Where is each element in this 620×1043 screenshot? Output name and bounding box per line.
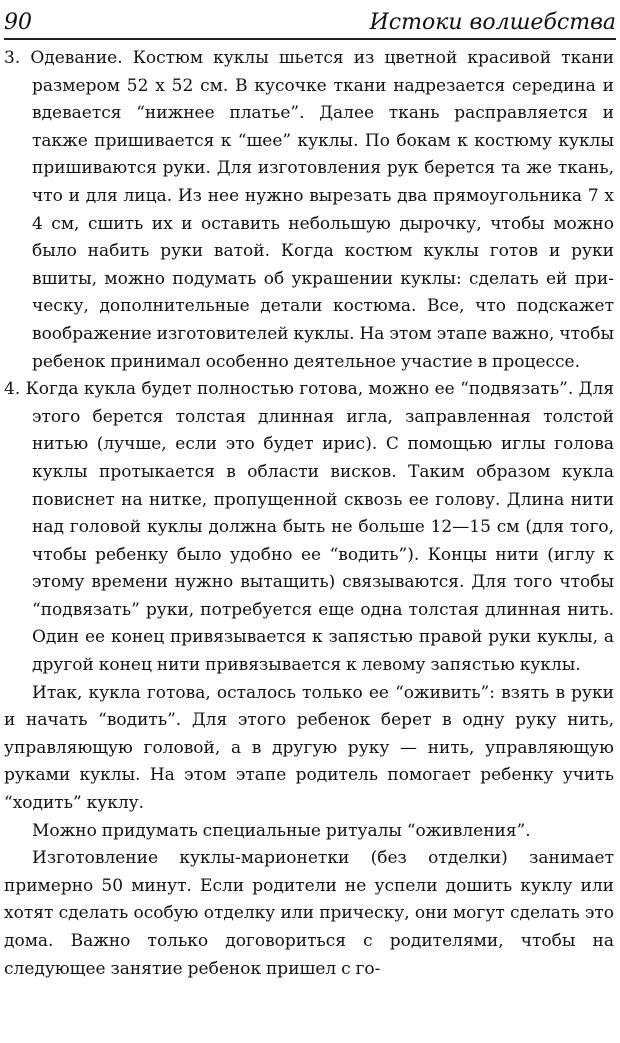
- page-number: 90: [4, 10, 32, 35]
- running-header: [4, 0, 616, 34]
- paragraph-rituals: Можно придумать специальные ритуалы “оживления”.: [32, 820, 531, 841]
- header-rule: [4, 38, 616, 40]
- list-item-4: 4. Когда кукла будет полностью готова, можно ее “подвязать”. Для этого берется толстая длинная игла, заправленная толстой нитью (лучше, если это будет ирис). С помощью иглы голова куклы протыкается в области висков. Таким образом кукла повиснет на нитке, пропущенной сквозь ее голову. Длина нити над головой куклы должна быть не больше 12—15 см (для того, чтобы ребенку было удобно ее “водить”). Концы нити (иглу к этому времени нужно вытащить) связываются. Для того чтобы “подвязать” руки, потребуется еще одна толстая длинная нить. Один ее конец привязывается к запястью правой руки куклы, а другой конец нити привязывается к левому запястью куклы.: [4, 379, 614, 676]
- running-title: Истоки волшебства: [369, 10, 616, 35]
- page-body: [4, 45, 614, 983]
- paragraph-bring-to-life: Итак, кукла готова, осталось только ее “оживить”: взять в руки и начать “водить”. Для этого ребенок берет в одну руку нить, управляющую головой, а в другую руку — нить, управляющую руками куклы. На этом этапе родитель помогает ребенку учить “ходить” куклу.: [4, 682, 614, 814]
- list-item-3: 3. Одевание. Костюм куклы шьется из цветной красивой ткани размером 52 х 52 см. В кусочке ткани надрезается середина и вдевается “нижнее платье”. Далее ткань расправляется и также пришивается к “шее” куклы. По бокам к костюму куклы пришиваются руки. Для изготовления рук берется та же ткань, что и для лица. Из нее нужно вырезать два прямоугольника 7 х 4 см, сшить их и оставить небольшую дырочку, чтобы можно было набить руки ватой. Когда костюм куклы готов и руки вшиты, можно подумать об украшении куклы: сделать ей прическу, дополнительные детали костюма. Все, что подскажет воображение изготовителей куклы. На этом этапе важно, чтобы ребенок принимал особенно деятельное участие в процессе.: [4, 48, 614, 372]
- paragraph-duration: Изготовление куклы-марионетки (без отделки) занимает примерно 50 минут. Если родители не успели дошить куклу или хотят сделать особую отделку или прическу, они могут сделать это дома. Важно только договориться с родителями, чтобы на следующее занятие ребенок пришел с го-: [4, 848, 614, 979]
